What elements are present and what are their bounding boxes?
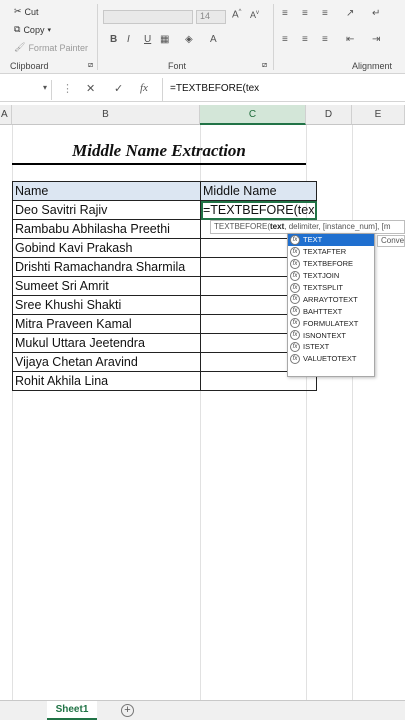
align-right-icon[interactable]: ≡ [322, 34, 328, 45]
add-sheet-button[interactable]: + [121, 704, 134, 717]
align-middle-icon[interactable]: ≡ [302, 8, 308, 19]
autocomplete-item[interactable]: fx TEXTSPLIT [288, 282, 374, 294]
column-header-e[interactable]: E [352, 105, 405, 125]
autocomplete-item[interactable]: fx ISNONTEXT [288, 329, 374, 341]
autocomplete-item[interactable]: fx TEXTJOIN [288, 270, 374, 282]
orientation-icon[interactable]: ↗ [346, 8, 355, 19]
table-row [13, 258, 317, 277]
ribbon-divider [97, 4, 98, 70]
tab-sheet1[interactable]: Sheet1 [47, 701, 97, 720]
formula-bar [0, 78, 405, 102]
chevron-down-icon: ▾ [42, 83, 47, 92]
table-row [13, 353, 317, 372]
copy-icon: ⧉ [14, 24, 21, 34]
grow-font-icon[interactable]: A^ [232, 9, 242, 21]
font-color-icon[interactable]: A [210, 34, 217, 45]
function-icon: fx [290, 354, 300, 364]
decrease-indent-icon[interactable]: ⇤ [346, 34, 355, 45]
function-autocomplete-list [287, 233, 375, 377]
paintbrush-icon: 🖌 [14, 42, 26, 52]
bold-button[interactable]: B [110, 34, 118, 45]
clipboard-group-label: Clipboard [10, 61, 49, 71]
align-bottom-icon[interactable]: ≡ [322, 8, 328, 19]
name-cell[interactable]: Drishti Ramachandra Sharmila [13, 258, 201, 277]
table-header-row [13, 182, 317, 201]
italic-button[interactable]: I [127, 34, 130, 45]
font-size-select[interactable]: 14 [196, 10, 226, 24]
clipboard-launcher-icon[interactable]: ⧄ [88, 60, 94, 69]
scissors-icon: ✂ [14, 6, 22, 16]
insert-function-icon[interactable]: fx [140, 82, 148, 94]
copy-button[interactable]: ⧉ Copy ▾ [14, 24, 51, 35]
ribbon-divider [273, 4, 274, 70]
underline-button[interactable]: U [144, 34, 152, 45]
enter-icon[interactable]: ✓ [114, 83, 124, 95]
column-header-c[interactable]: C [200, 105, 306, 125]
function-tooltip: TEXTBEFORE(text, delimiter, [instance_num], [m [210, 220, 405, 234]
autocomplete-item[interactable]: fx TEXTAFTER [288, 246, 374, 258]
chevron-down-icon: ▾ [47, 26, 51, 34]
function-icon: fx [290, 330, 300, 340]
table-row [13, 334, 317, 353]
function-icon: fx [290, 247, 300, 257]
cut-button[interactable]: ✂ Cut [14, 6, 39, 17]
autocomplete-item[interactable]: fx ARRAYTOTEXT [288, 293, 374, 305]
grid-line [352, 125, 353, 700]
autocomplete-item[interactable]: fx VALUETOTEXT [288, 353, 374, 365]
table-row [13, 201, 317, 220]
autocomplete-description-tooltip: Conve [377, 235, 405, 247]
name-cell[interactable]: Rambabu Abhilasha Preethi [13, 220, 201, 239]
formula-input[interactable]: =TEXTBEFORE(tex [170, 83, 260, 94]
more-options-icon: ⋮ [62, 83, 73, 95]
name-cell[interactable]: Sumeet Sri Amrit [13, 277, 201, 296]
name-cell[interactable]: Gobind Kavi Prakash [13, 239, 201, 258]
shrink-font-icon[interactable]: $A^v$ [250, 10, 260, 20]
sheet-title: Middle Name Extraction [12, 141, 306, 165]
autocomplete-item[interactable]: fx FORMULATEXT [288, 317, 374, 329]
fill-color-icon[interactable]: ◈ [185, 34, 193, 45]
header-cell-middle-name[interactable]: Middle Name [201, 182, 317, 201]
function-icon: fx [290, 259, 300, 269]
table-row [13, 315, 317, 334]
wrap-text-icon[interactable]: ↵ [372, 8, 381, 19]
name-cell[interactable]: Mukul Uttara Jeetendra [13, 334, 201, 353]
table-row [13, 372, 317, 391]
formula-divider [162, 78, 163, 102]
name-cell[interactable]: Mitra Praveen Kamal [13, 315, 201, 334]
borders-icon[interactable]: ▦ [160, 34, 170, 45]
font-group-label: Font [168, 61, 187, 71]
function-icon: fx [290, 306, 300, 316]
ribbon [0, 0, 405, 74]
active-cell[interactable]: =TEXTBEFORE(tex [201, 201, 317, 220]
column-header-a[interactable]: A [0, 105, 12, 125]
table-row [13, 277, 317, 296]
cancel-icon[interactable]: ✕ [86, 83, 96, 95]
autocomplete-item[interactable]: fx TEXT [288, 234, 374, 246]
name-cell[interactable]: Sree Khushi Shakti [13, 296, 201, 315]
format-painter-button[interactable]: 🖌 Format Painter [14, 42, 88, 53]
align-top-icon[interactable]: ≡ [282, 8, 288, 19]
table-row [13, 296, 317, 315]
align-left-icon[interactable]: ≡ [282, 34, 288, 45]
function-icon: fx [290, 318, 300, 328]
name-cell[interactable]: Rohit Akhila Lina [13, 372, 201, 391]
header-cell-name[interactable]: Name [13, 182, 201, 201]
function-icon: fx [290, 342, 300, 352]
column-header-b[interactable]: B [12, 105, 200, 125]
name-cell[interactable]: Deo Savitri Rajiv [13, 201, 201, 220]
autocomplete-item[interactable]: fx TEXTBEFORE [288, 258, 374, 270]
function-icon: fx [290, 294, 300, 304]
align-center-icon[interactable]: ≡ [302, 34, 308, 45]
font-launcher-icon[interactable]: ⧄ [262, 60, 268, 69]
function-icon: fx [290, 283, 300, 293]
names-table [12, 181, 317, 391]
name-cell[interactable]: Vijaya Chetan Aravind [13, 353, 201, 372]
table-row [13, 239, 317, 258]
sheet-tab-bar [0, 700, 405, 720]
increase-indent-icon[interactable]: ⇥ [372, 34, 381, 45]
function-icon: fx [290, 235, 300, 245]
column-header-d[interactable]: D [306, 105, 352, 125]
autocomplete-item[interactable]: fx BAHTTEXT [288, 305, 374, 317]
alignment-group-label: Alignment [352, 61, 393, 71]
font-name-select[interactable] [103, 10, 193, 24]
name-box[interactable] [0, 80, 52, 100]
function-icon: fx [290, 271, 300, 281]
autocomplete-item[interactable]: fx ISTEXT [288, 341, 374, 353]
